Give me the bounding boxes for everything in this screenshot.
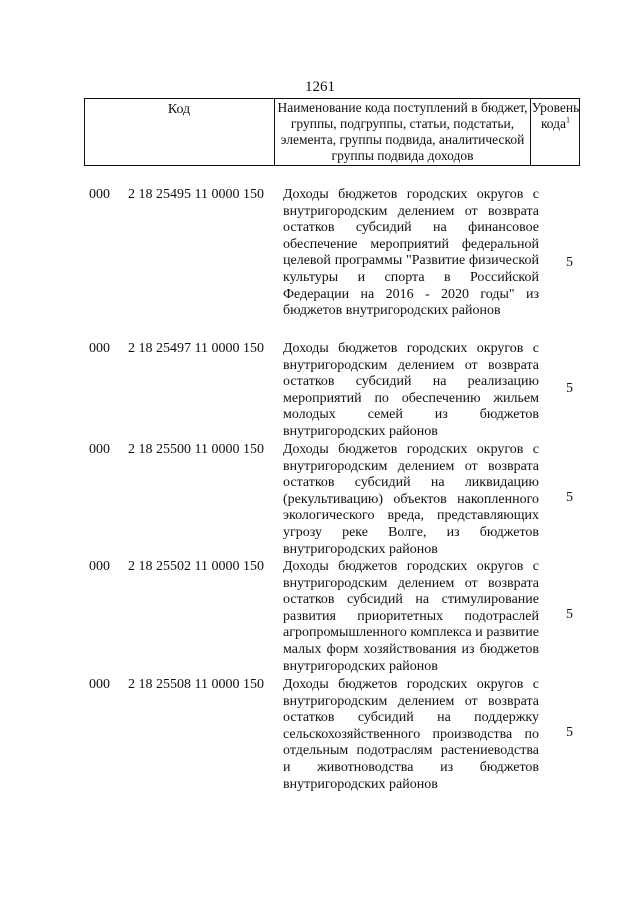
row-code: 2 18 25500 11 0000 150 (128, 442, 264, 457)
row-text: Доходы бюджетов городских округов с внутригородским делением от возврата остатков субсидий на финансовое обеспечение мероприятий федеральной целевой программы "Развитие физической культуры и спорта в Российской Федерации на 2016 - 2020 годы" из бюджетов внутригородских районов (283, 187, 539, 319)
header-code: Код (167, 102, 191, 117)
row-text: Доходы бюджетов городских округов с внутригородским делением от возврата остатков субсидий на стимулирование развития приоритетных подотраслей агропромышленного комплекса и развитие малых форм хозяйствования из бюджетов внутригородских районов (283, 559, 539, 674)
row-level: 5 (566, 725, 573, 740)
row-level: 5 (566, 607, 573, 622)
header-level (531, 100, 580, 132)
row-prefix: 000 (89, 187, 110, 202)
header-level-footnote: 1 (566, 115, 571, 125)
row-code: 2 18 25502 11 0000 150 (128, 559, 264, 574)
header-bottom-border (84, 165, 580, 166)
row-text: Доходы бюджетов городских округов с внутригородским делением от возврата остатков субсидий на поддержку сельскохозяйственного производства по отдельным подотраслям растениеводства и животноводства из бюджетов внутригородских районов (283, 677, 539, 792)
row-text: Доходы бюджетов городских округов с внутригородским делением от возврата остатков субсидий на реализацию мероприятий по обеспечению жильем молодых семей из бюджетов внутригородских районов (283, 341, 539, 439)
row-level: 5 (566, 490, 573, 505)
row-prefix: 000 (89, 677, 110, 692)
page-number: 1261 (305, 79, 335, 95)
table-header (84, 98, 580, 166)
header-level-label: Уровень кода (531, 100, 580, 131)
row-code: 2 18 25497 11 0000 150 (128, 341, 264, 356)
row-level: 5 (566, 381, 573, 396)
row-prefix: 000 (89, 341, 110, 356)
row-level: 5 (566, 255, 573, 270)
row-code: 2 18 25508 11 0000 150 (128, 677, 264, 692)
row-prefix: 000 (89, 559, 110, 574)
header-top-border (84, 98, 580, 99)
row-text: Доходы бюджетов городских округов с внутригородским делением от возврата остатков субсидий на ликвидацию (рекультивацию) объектов накопленного экологического вреда, представляющих угрозу реке Волге, из бюджетов внутригородских районов (283, 442, 539, 557)
row-code: 2 18 25495 11 0000 150 (128, 187, 264, 202)
header-name: Наименование кода поступлений в бюджет, группы, подгруппы, статьи, подстатьи, элемента, группы подвида, аналитической группы подвида доходов (277, 100, 528, 163)
row-prefix: 000 (89, 442, 110, 457)
